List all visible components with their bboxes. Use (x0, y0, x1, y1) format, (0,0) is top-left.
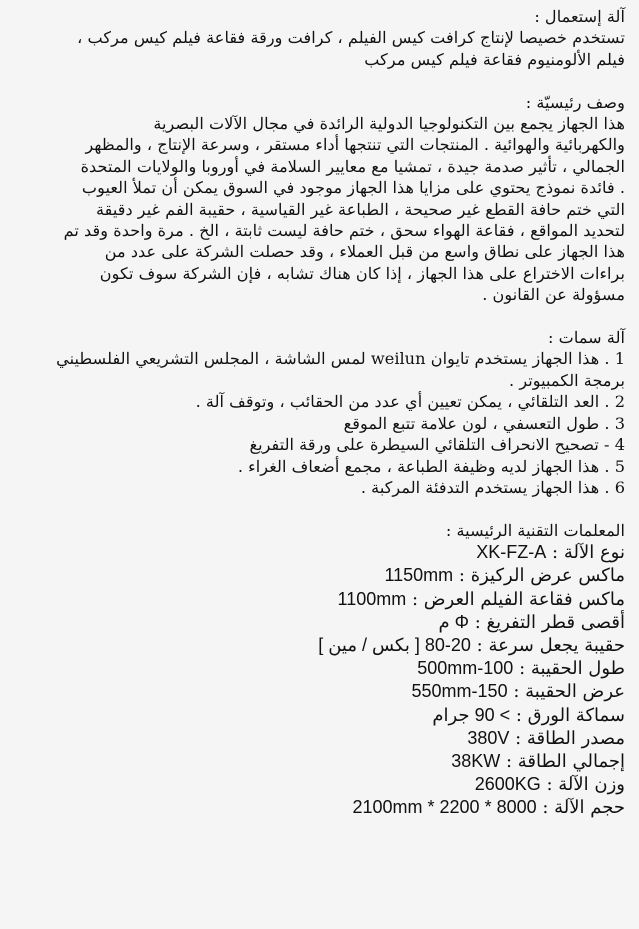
section-gap (14, 306, 625, 327)
feature-line: 5 . هذا الجهاز لديه وظيفة الطباعة ، مجمع أضعاف الغراء . (237, 456, 625, 476)
section-gap (14, 70, 625, 91)
spec-value: Φ م (438, 611, 469, 632)
description-line: براءات الاختراع على هذا الجهاز ، إذا كان هناك تشابه ، فإن الشركة سوف تكون (99, 263, 625, 283)
spec-label: طول الحقيبة : (519, 658, 625, 680)
feature-line: 1 . هذا الجهاز يستخدم تايوان weilun لمس الشاشة ، المجلس التشريعي الفلسطيني (56, 349, 625, 369)
feature-line: برمجة الكمبيوتر . (509, 370, 625, 390)
spec-value: 2600KG (474, 774, 541, 795)
spec-paper-thickness (14, 704, 625, 727)
spec-value: 1150mm (384, 565, 454, 586)
spec-value: 100-500mm (417, 658, 514, 679)
spec-machine-weight (14, 773, 625, 796)
spec-label: حقيبة يجعل سرعة : (476, 634, 625, 656)
description-line: الجمالي ، تأثير صدمة جيدة ، تمشيا مع معايير السلامة في أوروبا والولايات المتحدة (80, 156, 625, 176)
spec-value: 20-80 [ بكس / مين ] (318, 634, 471, 655)
spec-label: إجمالي الطاقة : (505, 750, 625, 772)
description-line: . فائدة نموذج يحتوي على مزايا هذا الجهاز موجود في السوق يمكن أن تملأ العيوب (81, 178, 625, 198)
spec-label: سماكة الورق : (515, 704, 625, 726)
spec-machine-type (14, 541, 625, 564)
specs-heading: المعلمات التقنية الرئيسية : (445, 520, 625, 540)
spec-label: أقصى قطر التفريغ : (474, 611, 625, 633)
spec-machine-size (14, 796, 625, 819)
spec-label: عرض الحقيبة : (513, 681, 625, 703)
feature-line: 3 . طول التعسفي ، لون علامة تتبع الموقع (343, 413, 625, 433)
spec-max-bubble-film-width (14, 588, 625, 611)
description-line: لتحديد المواقع ، فقاعة الهواء سحق ، ختم حافة ليست ثابتة ، الخ . مرة واحدة وقد تم (63, 221, 625, 241)
description-line: والكهربائية والهوائية . المنتجات التي تنتجها أداء مستقر ، وسرعة الإنتاج ، والمظهر (85, 135, 625, 155)
spec-value: 150-550mm (411, 681, 508, 702)
spec-label: ماكس فقاعة الفيلم العرض : (411, 588, 625, 610)
usage-heading: آلة إستعمال : (534, 7, 625, 26)
description-line: مسؤولة عن القانون . (482, 285, 625, 305)
description-line: هذا الجهاز يجمع بين التكنولوجيا الدولية الرائدة في مجال الآلات البصرية (153, 114, 625, 134)
spec-value: 380V (467, 727, 510, 748)
spec-label: مصدر الطاقة : (515, 727, 625, 749)
spec-value: 8000 * 2200 * 2100mm (352, 797, 537, 818)
spec-bag-speed (14, 634, 625, 657)
spec-value: 38KW (451, 750, 501, 771)
section-gap (14, 498, 625, 519)
spec-value: XK-FZ-A (476, 542, 547, 563)
feature-line: 4 - تصحيح الانحراف التلقائي السيطرة على ورقة التفريغ (249, 435, 625, 455)
spec-max-unwind-diameter (14, 611, 625, 634)
feature-line: 2 . العد التلقائي ، يمكن تعيين أي عدد من الحقائب ، وتوقف آلة . (195, 392, 625, 412)
usage-line: فيلم الألومنيوم فقاعة فيلم كيس مركب (364, 49, 625, 69)
spec-label: ماكس عرض الركيزة : (458, 565, 625, 587)
spec-label: نوع الآلة : (552, 542, 625, 564)
spec-power-source (14, 727, 625, 750)
usage-line: تستخدم خصيصا لإنتاج كرافت كيس الفيلم ، كرافت ورقة فقاعة فيلم كيس مركب ، (77, 28, 625, 48)
feature-line: 6 . هذا الجهاز يستخدم التدفئة المركبة . (360, 477, 625, 497)
spec-bag-width (14, 680, 625, 703)
description-heading: وصف رئيسيّة : (525, 92, 625, 112)
features-heading: آلة سمات : (548, 328, 625, 348)
spec-label: وزن الآلة : (546, 774, 625, 796)
spec-value: 1100mm (337, 588, 407, 609)
description-line: التي ختم حافة القطع غير صحيحة ، الطباعة غير القياسية ، حقيبة الفم غير دقيقة (95, 199, 625, 219)
spec-max-substrate-width (14, 564, 625, 587)
spec-total-power (14, 750, 625, 773)
spec-value: > 90 جرام (432, 704, 511, 725)
description-line: هذا الجهاز على نطاق واسع من قبل العملاء ، وقد حصلت الشركة على عدد من (104, 242, 625, 262)
spec-label: حجم الآلة : (542, 797, 625, 819)
spec-bag-length (14, 657, 625, 680)
